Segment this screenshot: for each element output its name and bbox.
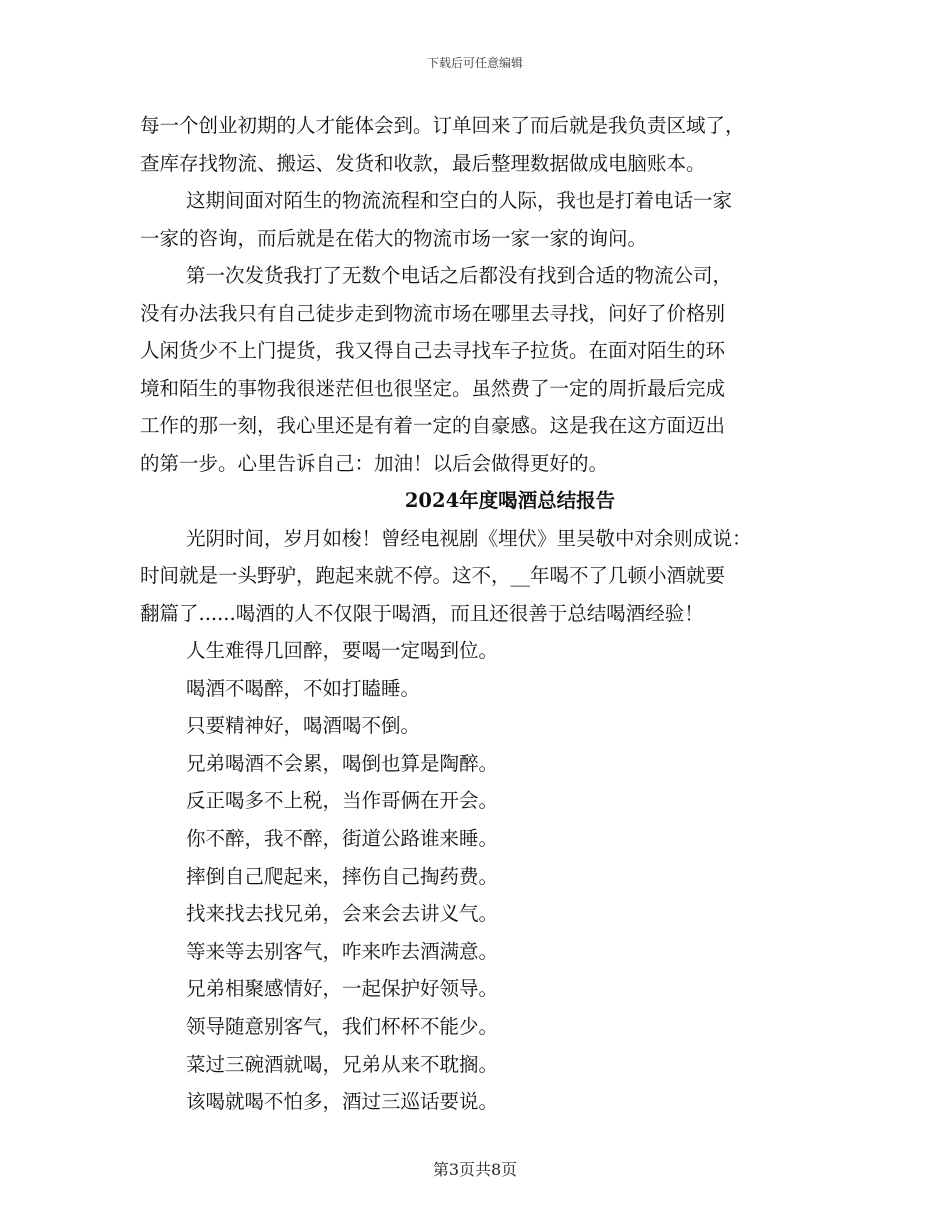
verse-line: 菜过三碗酒就喝，兄弟从来不耽搁。 [186,1052,499,1076]
section-title: 2024年度喝酒总结报告 [404,489,616,512]
verse-line: 反正喝多不上税，当作哥俩在开会。 [186,789,499,813]
paragraph-line: 工作的那一刻，我心里还是有着一定的自豪感。这是我在这方面迈出 [140,414,726,437]
verse-line: 喝酒不喝醉，不如打瞌睡。 [186,676,421,700]
intro-line: 翻篇了......喝酒的人不仅限于喝酒，而且还很善于总结喝酒经验！ [140,601,704,625]
document-body [140,107,820,1121]
verse-line: 等来等去别客气，咋来咋去酒满意。 [186,939,499,963]
page-footer: 第3页共8页 [432,1160,518,1179]
verse-line: 只要精神好，喝酒喝不倒。 [186,714,421,738]
paragraph-line: 没有办法我只有自己徒步走到物流市场在哪里去寻找，问好了价格别 [140,301,726,325]
paragraph-line: 的第一步。心里告诉自己：加油！以后会做得更好的。 [140,451,609,475]
verse-line: 找来找去找兄弟，会来会去讲义气。 [186,902,499,926]
paragraph-line: 每一个创业初期的人才能体会到。订单回来了而后就是我负责区域了， [140,114,745,137]
paragraph-line: 一家的咨询，而后就是在偌大的物流市场一家一家的询问。 [140,226,648,250]
paragraph-line: 这期间面对陌生的物流流程和空白的人际，我也是打着电话一家 [186,189,733,212]
verse-line: 该喝就喝不怕多，酒过三巡话要说。 [186,1090,499,1114]
paragraph-line: 境和陌生的事物我很迷茫但也很坚定。虽然费了一定的周折最后完成 [140,376,726,400]
paragraph-line: 人闲货少不上门提货，我又得自己去寻找车子拉货。在面对陌生的环 [140,339,726,362]
verse-line: 你不醉，我不醉，街道公路谁来睡。 [186,826,499,850]
page-header: 下载后可任意编辑 [426,56,523,70]
verse-line: 兄弟喝酒不会累，喝倒也算是陶醉。 [186,751,499,775]
paragraph-line: 查库存找物流、搬运、发货和收款，最后整理数据做成电脑账本。 [140,151,706,175]
verse-line: 兄弟相聚感情好，一起保护好领导。 [186,977,499,1001]
verse-line: 摔倒自己爬起来，摔伤自己掏药费。 [186,864,499,888]
intro-line: 时间就是一头野驴，跑起来就不停。这不，__年喝不了几顿小酒就要 [140,564,726,587]
verse-line: 人生难得几回醉，要喝一定喝到位。 [186,639,499,662]
paragraph-line: 第一次发货我打了无数个电话之后都没有找到合适的物流公司， [186,264,733,287]
intro-line: 光阴时间，岁月如梭！曾经电视剧《埋伏》里吴敬中对余则成说： [186,526,752,550]
verse-line: 领导随意别客气，我们杯杯不能少。 [186,1014,499,1038]
